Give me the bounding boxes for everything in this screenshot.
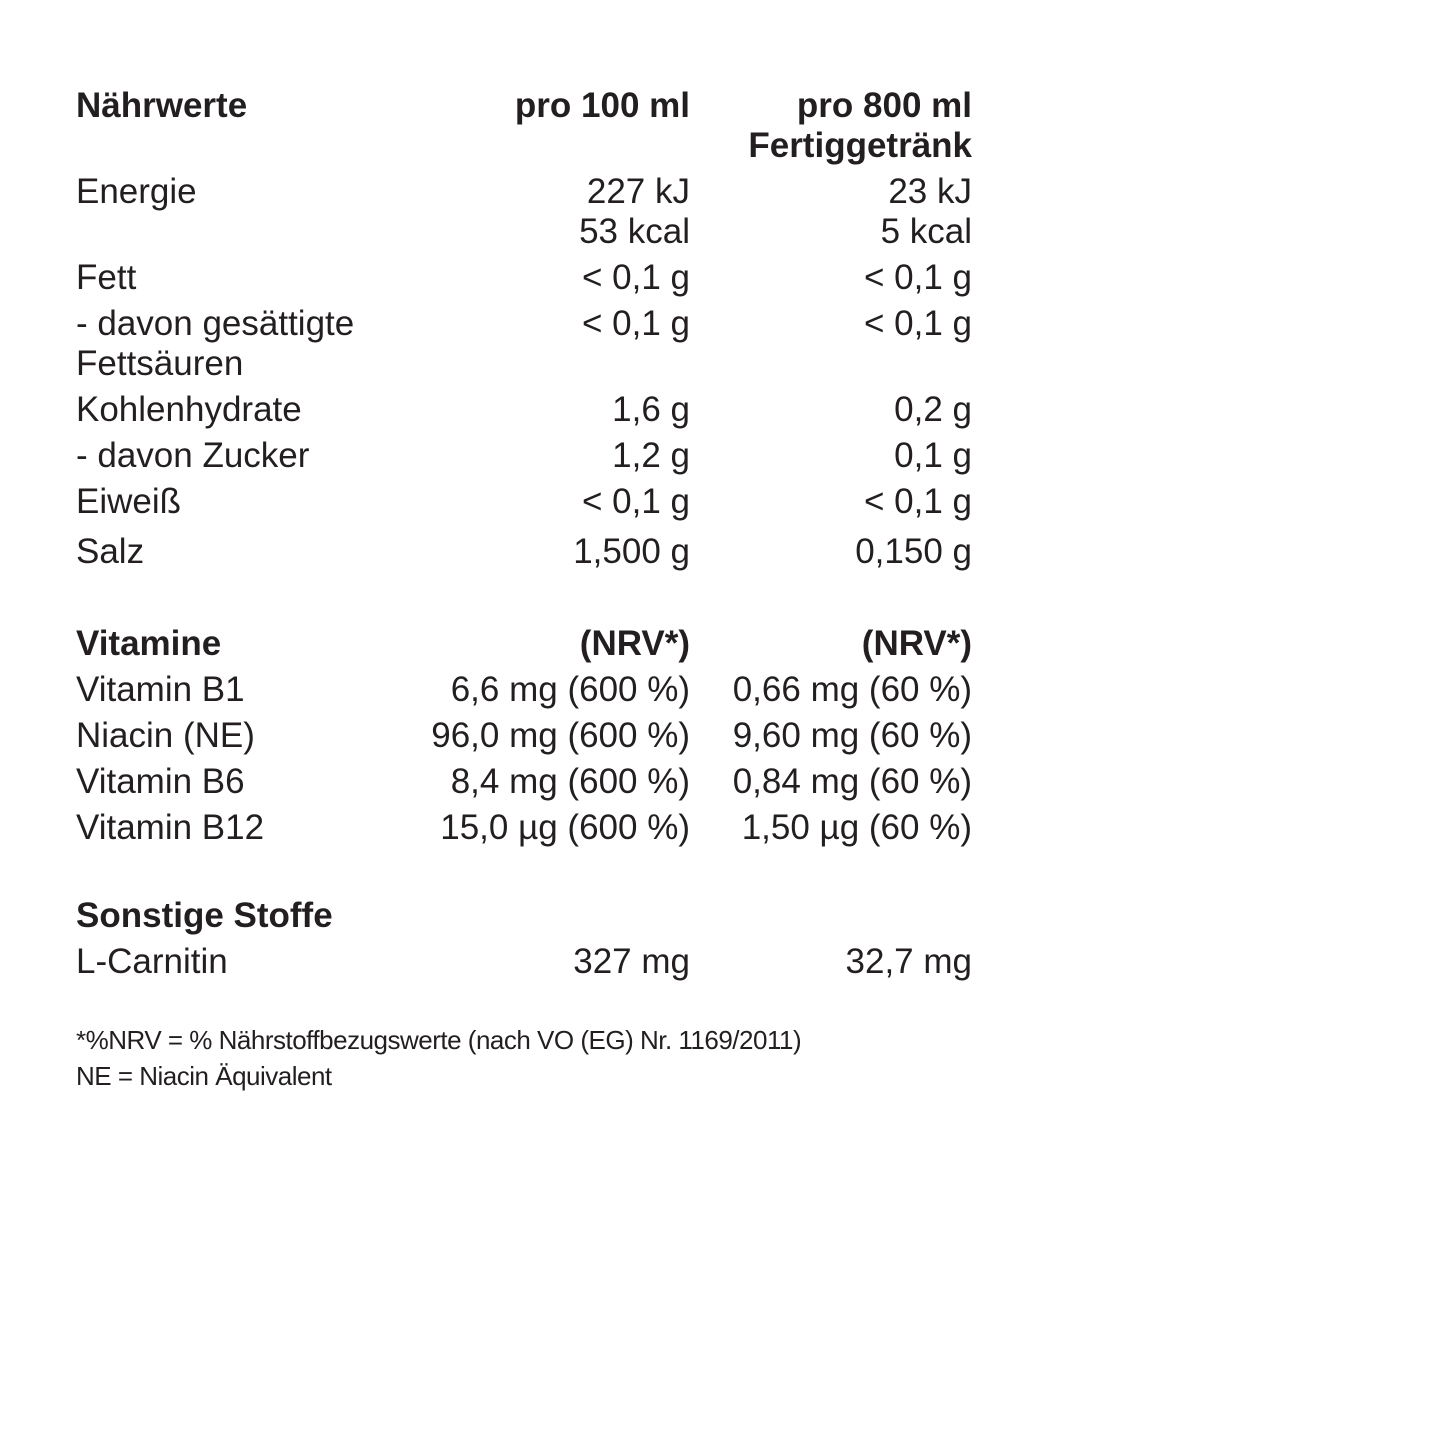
row-value-per-800ml: 32,7 mg	[845, 942, 972, 981]
table-row-niacin	[76, 716, 972, 756]
row-label-line2: Fettsäuren	[76, 344, 244, 383]
row-label: - davon Zucker	[76, 436, 310, 475]
energy-kcal-100ml: 53 kcal	[579, 212, 690, 251]
nutrition-table	[76, 86, 972, 982]
row-label	[76, 304, 416, 384]
row-label: Salz	[76, 532, 145, 571]
row-label: Niacin (NE)	[76, 716, 255, 755]
row-label: Vitamin B6	[76, 762, 245, 801]
row-value-per-800ml: 0,84 mg (60 %)	[732, 762, 972, 801]
nutrition-header-row	[76, 86, 972, 166]
vitamins-header-col2: (NRV*)	[861, 624, 972, 663]
row-value-per-100ml: 1,2 g	[612, 436, 690, 475]
row-value-per-100ml: 1,500 g	[573, 532, 690, 571]
row-value-per-800ml: 9,60 mg (60 %)	[732, 716, 972, 755]
row-label: Kohlenhydrate	[76, 390, 302, 429]
nutrition-header-col1: pro 100 ml	[514, 86, 690, 125]
nutrition-header-col2-line1: pro 800 ml	[796, 86, 972, 125]
energy-kcal-800ml: 5 kcal	[880, 212, 972, 251]
row-value-per-100ml: < 0,1 g	[581, 304, 690, 343]
row-value-per-100ml: 1,6 g	[612, 390, 690, 429]
energy-kj-800ml: 23 kJ	[888, 172, 972, 211]
energy-kj-100ml: 227 kJ	[586, 172, 690, 211]
row-value-per-100ml: 15,0 µg (600 %)	[440, 808, 690, 847]
row-value-per-800ml: 1,50 µg (60 %)	[741, 808, 972, 847]
row-value-per-800ml: 0,66 mg (60 %)	[732, 670, 972, 709]
row-value-per-800ml: 0,150 g	[855, 532, 972, 571]
other-header-row	[76, 896, 972, 936]
table-row-vitamin-b12	[76, 808, 972, 848]
row-value-per-800ml: < 0,1 g	[863, 258, 972, 297]
row-label-line1: - davon gesättigte	[76, 304, 355, 343]
footnotes	[76, 1022, 801, 1094]
empty-cell	[416, 896, 690, 936]
row-label: Vitamin B12	[76, 808, 265, 847]
row-value-per-100ml: < 0,1 g	[581, 482, 690, 521]
table-row-l-carnitin	[76, 942, 972, 982]
row-label: Eiweiß	[76, 482, 182, 521]
empty-cell	[690, 896, 972, 936]
row-value-per-800ml: 0,1 g	[894, 436, 972, 475]
nutrition-header-col2-line2: Fertiggetränk	[748, 126, 972, 165]
nutrition-header-col2	[690, 86, 972, 166]
table-row-gesaettigte-fettsaeuren	[76, 304, 972, 384]
other-header-label: Sonstige Stoffe	[76, 896, 333, 935]
footnote-ne: NE = Niacin Äquivalent	[76, 1061, 332, 1091]
row-value-per-800ml: < 0,1 g	[863, 482, 972, 521]
footnote-nrv: *%NRV = % Nährstoffbezugswerte (nach VO (EG) Nr. 1169/2011)	[76, 1025, 802, 1055]
row-label: Vitamin B1	[76, 670, 245, 709]
row-value-per-100ml: < 0,1 g	[581, 258, 690, 297]
row-label: Fett	[76, 258, 137, 297]
row-value-per-800ml	[690, 172, 972, 252]
row-value-per-100ml	[416, 172, 690, 252]
table-row-salz	[76, 532, 972, 572]
vitamins-header-row	[76, 624, 972, 664]
row-value-per-800ml: < 0,1 g	[863, 304, 972, 343]
table-row-fett	[76, 258, 972, 298]
row-label: L-Carnitin	[76, 942, 228, 981]
row-value-per-100ml: 6,6 mg (600 %)	[450, 670, 690, 709]
table-row-kohlenhydrate	[76, 390, 972, 430]
row-value-per-100ml: 8,4 mg (600 %)	[450, 762, 690, 801]
table-row-zucker	[76, 436, 972, 476]
nutrition-header-label: Nährwerte	[76, 86, 248, 125]
vitamins-header-col1: (NRV*)	[579, 624, 690, 663]
table-row-vitamin-b6	[76, 762, 972, 802]
row-label: Energie	[76, 172, 197, 211]
row-value-per-800ml: 0,2 g	[894, 390, 972, 429]
vitamins-header-label: Vitamine	[76, 624, 222, 663]
table-row-vitamin-b1	[76, 670, 972, 710]
table-row-energie	[76, 172, 972, 252]
row-value-per-100ml: 327 mg	[573, 942, 690, 981]
row-value-per-100ml: 96,0 mg (600 %)	[431, 716, 690, 755]
table-row-eiweiss	[76, 482, 972, 522]
